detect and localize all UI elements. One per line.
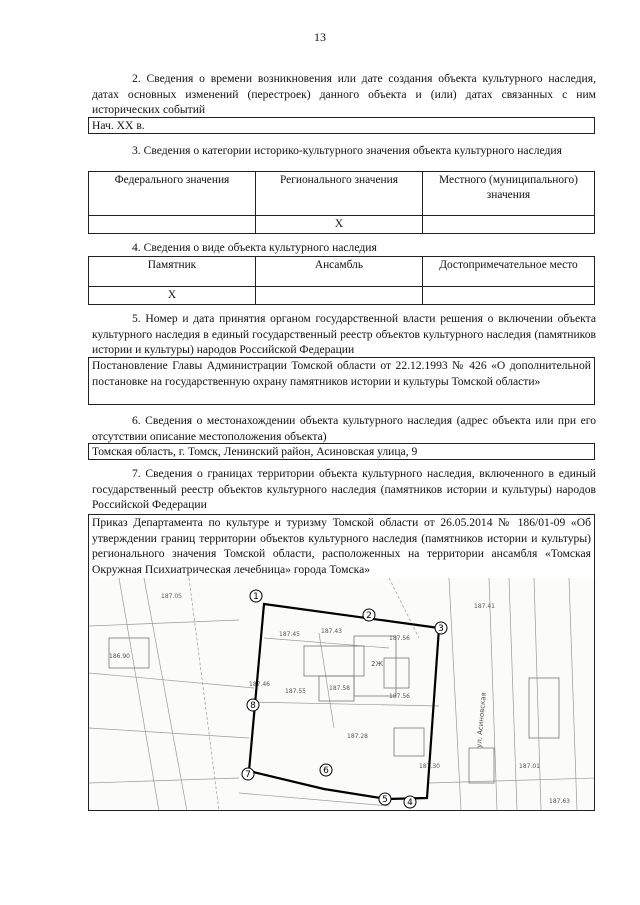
svg-text:187.30: 187.30 bbox=[419, 763, 440, 770]
section-4-heading: 4. Сведения о виде объекта культурного наследия bbox=[132, 241, 377, 254]
boundary-point-7 bbox=[242, 768, 254, 780]
section-5-heading: 5. Номер и дата принятия органом государственной власти решения о включении объекта культурного наследия в единый государственный реестр объектов культурного наследия (памятников истории и культуры) народов Российской Федерации bbox=[92, 312, 596, 356]
boundary-point-6 bbox=[320, 764, 332, 776]
kind-ensemble-mark bbox=[255, 287, 422, 305]
boundary-point-1 bbox=[250, 590, 262, 602]
svg-text:187.56: 187.56 bbox=[389, 635, 410, 642]
svg-text:7: 7 bbox=[245, 770, 251, 780]
svg-text:187.01: 187.01 bbox=[519, 763, 540, 770]
map-background-lines bbox=[89, 578, 595, 811]
kind-table bbox=[88, 256, 595, 305]
svg-text:8: 8 bbox=[250, 701, 256, 711]
kind-landmark-mark bbox=[422, 287, 594, 305]
category-table bbox=[88, 171, 595, 234]
svg-text:187.63: 187.63 bbox=[549, 798, 570, 805]
svg-text:2: 2 bbox=[366, 611, 372, 621]
svg-text:187.55: 187.55 bbox=[285, 688, 306, 695]
svg-text:6: 6 bbox=[323, 766, 329, 776]
kind-monument-mark: Х bbox=[89, 287, 256, 305]
svg-text:5: 5 bbox=[382, 795, 388, 805]
category-regional-header: Регионального значения bbox=[255, 172, 422, 216]
category-federal-mark bbox=[89, 216, 256, 234]
svg-text:187.46: 187.46 bbox=[249, 681, 270, 688]
svg-text:187.56: 187.56 bbox=[389, 693, 410, 700]
section-6-value: Томская область, г. Томск, Ленинский район, Асиновская улица, 9 bbox=[88, 443, 595, 460]
category-local-header: Местного (муниципального) значения bbox=[422, 172, 594, 216]
boundary-points bbox=[242, 590, 447, 808]
category-federal-header: Федерального значения bbox=[89, 172, 256, 216]
section-6-heading: 6. Сведения о местонахождении объекта культурного наследия (адрес объекта или при его отсутствии описание местоположения объекта) bbox=[92, 414, 596, 443]
section-3-heading: 3. Сведения о категории историко-культурного значения объекта культурного наследия bbox=[132, 144, 562, 157]
section-7-heading: 7. Сведения о границах территории объекта культурного наследия, включенного в единый государственный реестр объектов культурного наследия (памятников истории и культуры) народов Российской Федерации bbox=[92, 467, 596, 511]
svg-text:187.41: 187.41 bbox=[474, 603, 495, 610]
svg-text:187.43: 187.43 bbox=[321, 628, 342, 635]
section-5-value: Постановление Главы Администрации Томской области от 22.12.1993 № 426 «О дополнительной постановке на государственную охрану памятников истории и культуры Томской области» bbox=[88, 357, 595, 405]
kind-monument-header: Памятник bbox=[89, 257, 256, 287]
svg-text:3: 3 bbox=[438, 624, 444, 634]
boundary-map-drawing bbox=[89, 578, 595, 811]
section-7-value: Приказ Департамента по культуре и туризму Томской области от 26.05.2014 № 186/01-09 «Об утверждении границ территории объектов культурного наследия (памятников истории и культуры) регионального значения Томской области, расположенных на территории ансамбля «Томская Окружная Психиатрическая лечебница» города Томска» bbox=[88, 514, 595, 579]
section-2-heading: 2. Сведения о времени возникновения или дате создания объекта культурного наследия, датах основных изменений (перестроек) данного объекта и (или) датах связанных с ним исторических событий bbox=[92, 72, 596, 116]
page-number: 13 bbox=[314, 30, 326, 44]
svg-text:187.28: 187.28 bbox=[347, 733, 368, 740]
svg-text:186.90: 186.90 bbox=[109, 653, 130, 660]
boundary-polygon bbox=[249, 604, 439, 799]
street-label: ул. Асиновская bbox=[475, 691, 488, 749]
svg-text:187.05: 187.05 bbox=[161, 593, 182, 600]
map-labels bbox=[109, 593, 570, 805]
boundary-point-3 bbox=[435, 622, 447, 634]
kind-landmark-header: Достопримечательное место bbox=[422, 257, 594, 287]
boundary-point-2 bbox=[363, 609, 375, 621]
svg-text:187.45: 187.45 bbox=[279, 631, 300, 638]
boundary-map bbox=[88, 578, 595, 811]
boundary-point-4 bbox=[404, 796, 416, 808]
svg-text:187.58: 187.58 bbox=[329, 685, 350, 692]
boundary-point-8 bbox=[247, 699, 259, 711]
building-label: 2Ж bbox=[371, 660, 383, 668]
svg-text:1: 1 bbox=[253, 592, 259, 602]
category-local-mark bbox=[422, 216, 594, 234]
category-regional-mark: Х bbox=[255, 216, 422, 234]
section-2-value: Нач. XX в. bbox=[88, 117, 595, 134]
boundary-point-5 bbox=[379, 793, 391, 805]
kind-ensemble-header: Ансамбль bbox=[255, 257, 422, 287]
svg-text:4: 4 bbox=[407, 798, 413, 808]
